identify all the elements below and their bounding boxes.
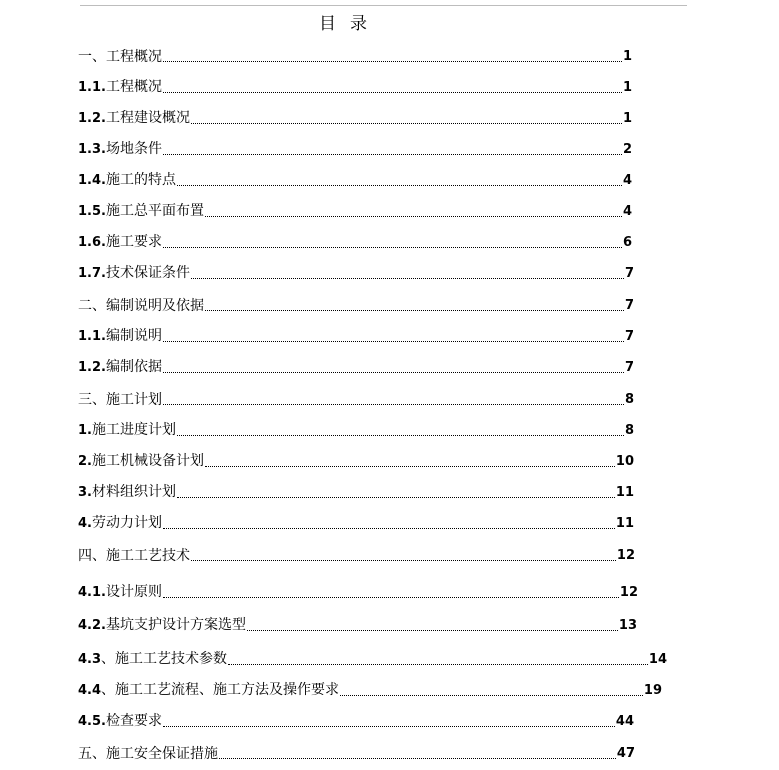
toc-entry-number: 4.1.	[78, 585, 106, 600]
toc-entry-text: 施工进度计划	[91, 422, 176, 438]
toc-entry-number: 1.	[78, 423, 92, 438]
toc-entry-text: 技术保证条件	[105, 265, 190, 281]
toc-page-number: 1	[622, 80, 632, 95]
toc-page-number: 14	[648, 652, 667, 667]
toc-page-number: 4	[622, 173, 632, 188]
dot-leader	[163, 726, 615, 727]
toc-page-number: 2	[622, 142, 632, 157]
dot-leader	[177, 497, 615, 498]
toc-entry-text: 一、工程概况	[78, 49, 162, 65]
toc-page-number: 8	[624, 392, 634, 407]
dot-leader	[177, 185, 622, 186]
toc-entry[interactable]	[78, 323, 634, 345]
toc-entry-text: 基坑支护设计方案选型	[105, 617, 246, 633]
toc-entry-text: 工程概况	[105, 79, 162, 95]
toc-entry[interactable]	[78, 167, 632, 189]
toc-entry-text: 施工机械设备计划	[91, 453, 204, 469]
toc-entry-number: 4.	[78, 516, 92, 531]
toc-entry-label	[78, 328, 162, 345]
toc-entry[interactable]	[78, 677, 662, 699]
toc-entry-label	[78, 617, 246, 634]
toc-entry-text: 、施工工艺流程、施工方法及操作要求	[101, 682, 340, 698]
toc-entry[interactable]	[78, 612, 637, 634]
toc-entry[interactable]	[78, 579, 638, 601]
toc-page-number: 10	[615, 454, 634, 469]
toc-page-number: 7	[624, 266, 634, 281]
toc-entry[interactable]	[78, 479, 634, 501]
toc-entry-number: 1.5.	[78, 204, 106, 219]
toc-page-number: 13	[618, 618, 637, 633]
toc-entry-label	[78, 203, 204, 220]
toc-entry-label	[78, 651, 227, 668]
toc-entry-label	[78, 484, 176, 501]
header-rule	[80, 5, 687, 6]
toc-entry-label	[78, 298, 204, 314]
toc-page-number: 1	[622, 49, 632, 64]
dot-leader	[205, 466, 615, 467]
toc-entry[interactable]	[78, 740, 635, 762]
toc-page-number: 7	[624, 298, 634, 313]
toc-entry-label	[78, 234, 162, 251]
toc-entry-label	[78, 359, 162, 376]
toc-entry[interactable]	[78, 386, 634, 408]
toc-entry-number: 1.7.	[78, 266, 106, 281]
toc-entry-label	[78, 548, 190, 564]
toc-entry-number: 4.5.	[78, 714, 106, 729]
toc-page-number: 44	[615, 714, 634, 729]
toc-entry[interactable]	[78, 542, 635, 564]
toc-entry-label	[78, 746, 218, 762]
toc-entry[interactable]	[78, 646, 667, 668]
toc-entry[interactable]	[78, 417, 634, 439]
toc-entry-text: 五、施工安全保证措施	[78, 746, 218, 762]
toc-entry-number: 3.	[78, 485, 92, 500]
toc-entry[interactable]	[78, 136, 632, 158]
toc-entry-number: 1.4.	[78, 173, 106, 188]
toc-page-number: 4	[622, 204, 632, 219]
toc-entry-label	[78, 392, 162, 408]
toc-page-number: 8	[624, 423, 634, 438]
toc-entry-text: 检查要求	[105, 713, 162, 729]
toc-entry-text: 编制说明	[105, 328, 162, 344]
toc-entry-text: 工程建设概况	[105, 110, 190, 126]
toc-entry-text: 编制依据	[105, 359, 162, 375]
dot-leader	[228, 664, 648, 665]
toc-entry-label	[78, 79, 162, 96]
toc-entry-number: 1.3.	[78, 142, 106, 157]
dot-leader	[163, 61, 622, 62]
toc-entry[interactable]	[78, 74, 632, 96]
dot-leader	[163, 597, 619, 598]
dot-leader	[163, 528, 615, 529]
toc-entry-text: 设计原则	[105, 584, 162, 600]
dot-leader	[247, 630, 618, 631]
dot-leader	[163, 404, 624, 405]
toc-entry[interactable]	[78, 43, 632, 65]
toc-entry-text: 劳动力计划	[91, 515, 162, 531]
toc-page-number: 11	[615, 516, 634, 531]
toc-entry[interactable]	[78, 229, 632, 251]
dot-leader	[219, 758, 616, 759]
toc-page-number: 12	[616, 548, 635, 563]
toc-entry-number: 1.1.	[78, 80, 106, 95]
dot-leader	[163, 247, 622, 248]
toc-entry-label	[78, 49, 162, 65]
toc-entry-text: 材料组织计划	[91, 484, 176, 500]
dot-leader	[191, 278, 624, 279]
toc-entry[interactable]	[78, 354, 634, 376]
toc-entry[interactable]	[78, 292, 634, 314]
toc-page-number: 19	[643, 683, 662, 698]
toc-entry-number: 1.2.	[78, 111, 106, 126]
toc-entry[interactable]	[78, 448, 634, 470]
toc-entry-text: 三、施工计划	[78, 392, 162, 408]
toc-entry-label	[78, 265, 190, 282]
toc-entry-label	[78, 453, 204, 470]
toc-entry-label	[78, 515, 162, 532]
dot-leader	[163, 341, 624, 342]
toc-entry[interactable]	[78, 510, 634, 532]
toc-entry-number: 4.3	[78, 652, 102, 667]
toc-page-number: 7	[624, 329, 634, 344]
toc-page-number: 7	[624, 360, 634, 375]
toc-entry-label	[78, 713, 162, 730]
toc-entry-text: 四、施工工艺技术	[78, 548, 190, 564]
toc-entry-number: 1.6.	[78, 235, 106, 250]
toc-entry-text: 施工总平面布置	[105, 203, 204, 219]
toc-entry-number: 1.2.	[78, 360, 106, 375]
toc-entry-label	[78, 422, 176, 439]
toc-entry-label	[78, 584, 162, 601]
toc-entry[interactable]	[78, 105, 632, 127]
toc-entry-label	[78, 110, 190, 127]
toc-entry-text: 、施工工艺技术参数	[101, 651, 228, 667]
toc-title: 目录	[319, 14, 381, 34]
toc-page-number: 47	[616, 746, 635, 761]
toc-entry-label	[78, 172, 176, 189]
toc-entry-number: 4.2.	[78, 618, 106, 633]
dot-leader	[163, 154, 622, 155]
dot-leader	[177, 435, 624, 436]
toc-entry-number: 4.4	[78, 683, 102, 698]
toc-page-number: 1	[622, 111, 632, 126]
toc-entry-text: 施工的特点	[105, 172, 176, 188]
toc-entry-number: 1.1.	[78, 329, 106, 344]
toc-entry-number: 2.	[78, 454, 92, 469]
dot-leader	[205, 216, 622, 217]
dot-leader	[191, 560, 616, 561]
toc-entry-label	[78, 141, 162, 158]
toc-entry-label	[78, 682, 339, 699]
toc-entry[interactable]	[78, 260, 634, 282]
toc-page-number: 12	[619, 585, 638, 600]
toc-entry[interactable]	[78, 198, 632, 220]
toc-entry-text: 场地条件	[105, 141, 162, 157]
dot-leader	[191, 123, 622, 124]
dot-leader	[163, 372, 624, 373]
dot-leader	[340, 695, 643, 696]
dot-leader	[205, 310, 624, 311]
toc-entry-text: 施工要求	[105, 234, 162, 250]
toc-entry-text: 二、编制说明及依据	[78, 298, 204, 314]
toc-page-number: 6	[622, 235, 632, 250]
toc-entry[interactable]	[78, 708, 634, 730]
toc-page-number: 11	[615, 485, 634, 500]
dot-leader	[163, 92, 622, 93]
